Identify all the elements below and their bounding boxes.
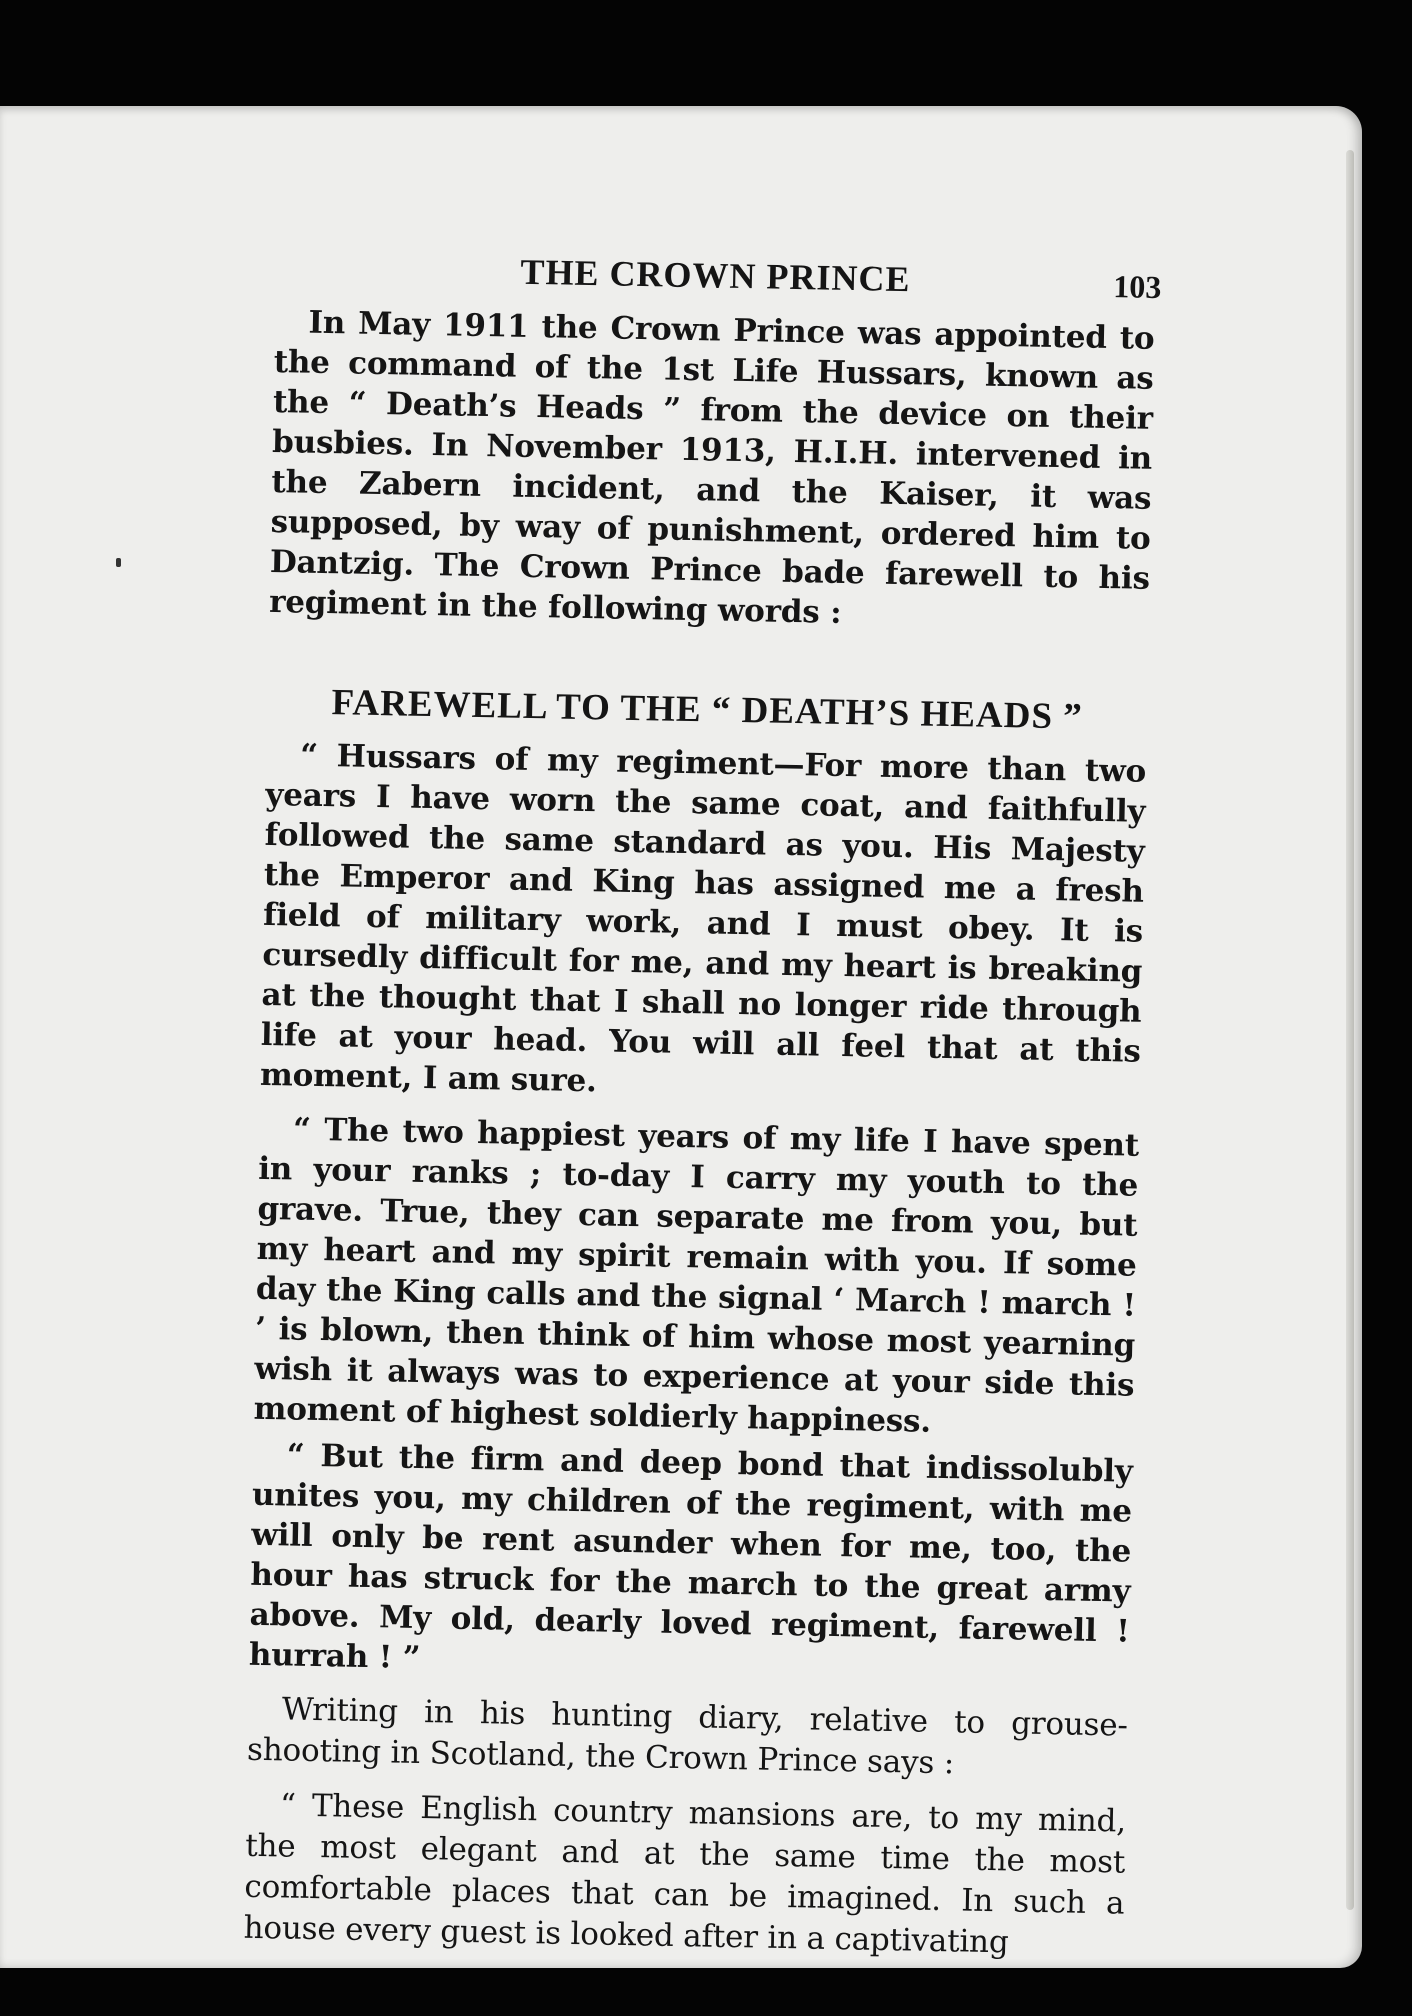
intro-paragraph: In May 1911 the Crown Prince was appointed to the command of the 1st Life Hussars, known as the “ Death’s Heads ” from the device on their busbies. In November 1913, H.I.H. intervened in the Zabern incident, and the Kaiser, it was supposed, by way of punishment, ordered him to Dantzig. The Crown Prince bade farewell to his regiment in the following words : bbox=[268, 304, 1155, 631]
section-heading: FAREWELL TO THE “ DEATH’S HEADS ” bbox=[331, 682, 1084, 738]
diary-intro-paragraph: Writing in his hunting diary, relative to grouse-shooting in Scotland, the Crown Prince says : bbox=[246, 1691, 1129, 1782]
speech-paragraph-3: “ But the firm and deep bond that indissolubly unites you, my children of the regiment, with me will only be rent asunder when for me, too, the hour has struck for the march to the great army above. My old, dearly loved regiment, farewell ! hurrah ! ” bbox=[248, 1437, 1133, 1677]
page-text-block bbox=[243, 246, 1162, 1966]
gutter-ink-speck bbox=[116, 558, 121, 567]
diary-quote-paragraph: “ These English country mansions are, to my mind, the most elegant and at the same time the most comfortable places that can be imagined. In such a house every guest is looked after in a captivating bbox=[243, 1787, 1127, 1961]
running-title: THE CROWN PRINCE bbox=[520, 251, 911, 300]
page-number: 103 bbox=[1113, 268, 1162, 306]
speech-paragraph-2: “ The two happiest years of my life I have spent in your ranks ; to-day I carry my youth to the grave. True, they can separate me from you, but my heart and my spirit remain with you. If some day the King calls and the signal ‘ March ! march ! ’ is blown, then think of him whose most yearning wish it always was to experience at your side this moment of highest soldierly happiness. bbox=[253, 1111, 1140, 1440]
speech-paragraph-1: “ Hussars of my regiment—For more than two years I have worn the same coat, and faithfully followed the same standard as you. His Majesty the Emperor and King has assigned me a fresh field of military work, and I must obey. It is cursedly difficult for me, and my heart is breaking at the thought that I shall no longer ride through life at your head. You will all feel that at this moment, I am sure. bbox=[259, 737, 1147, 1100]
page-edge-shadow bbox=[1346, 150, 1354, 1910]
